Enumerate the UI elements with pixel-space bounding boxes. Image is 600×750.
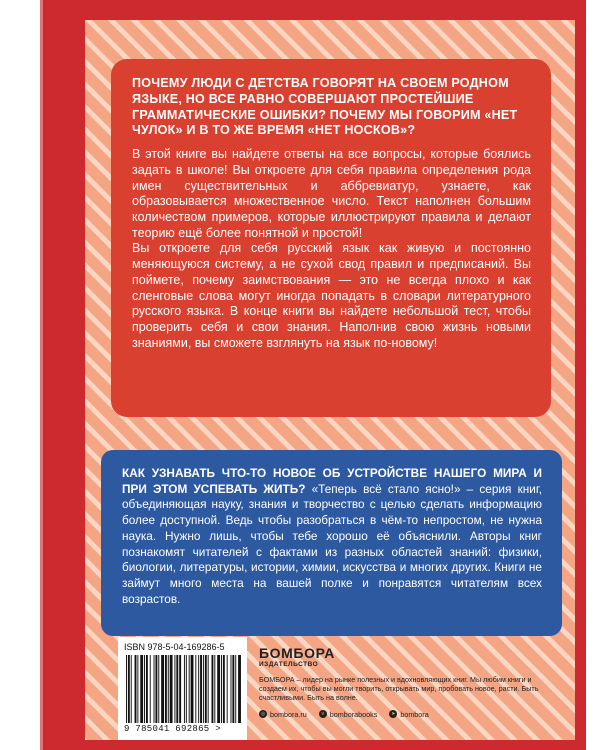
series-paragraph xyxy=(122,466,542,607)
striped-panel xyxy=(85,20,575,740)
description-box xyxy=(111,59,551,417)
publisher-block xyxy=(259,646,559,719)
description-heading: ПОЧЕМУ ЛЮДИ С ДЕТСТВА ГОВОРЯТ НА СВОЕМ РОДНОМ ЯЗЫКЕ, НО ВСЕ РАВНО СОВЕРШАЮТ ПРОСТЕЙШИЕ ГРАММАТИЧЕСКИЕ ОШИБКИ? ПОЧЕМУ МЫ ГОВОРИМ «НЕТ ЧУЛОК» И В ТО ЖЕ ВРЕМЯ «НЕТ НОСКОВ»? xyxy=(132,76,518,138)
social-label: bombora xyxy=(400,709,429,719)
instagram-icon: ◎ xyxy=(260,711,266,718)
series-text: «Теперь всё стало ясно!» – серия книг, объединяющая науку, знания и творчество с целью сделать информацию более доступной. Ведь чтобы разобраться в чём-то непростом, не нужна наука. Нужно лишь, чтобы тебе хорошо её объяснили. Авторы книг познакомят читателей с фактами из разных областей знаний: физики, биологии, литературы, истории, химии, искусства и многих других. Книги не займут много места на вашей полке и понравятся читателям всех возрастов. xyxy=(122,481,542,606)
barcode-digits: 9 785041 692865 > xyxy=(124,724,221,734)
social-link-telegram[interactable] xyxy=(389,710,428,719)
barcode-icon xyxy=(124,655,241,723)
telegram-icon: ➤ xyxy=(391,711,396,718)
social-link-instagram[interactable] xyxy=(259,710,307,719)
spine-divider xyxy=(40,0,43,750)
series-box xyxy=(101,450,562,636)
publisher-logo: БОМБОРА xyxy=(259,645,335,661)
spine xyxy=(40,0,77,750)
publisher-description: БОМБОРА – лидер на рынке полезных и вдохновляющих книг. Мы любим книги и создаем их, чтобы вы могли творить, открывать мир, пробовать новое, расти. Быть счастливыми. Быть на волне. xyxy=(259,675,539,703)
cover-frame xyxy=(77,0,586,750)
barcode-block xyxy=(118,637,247,740)
social-label: bombora.ru xyxy=(270,709,307,719)
social-links xyxy=(259,710,559,719)
description-paragraph-1: В этой книге вы найдете ответы на все вопросы, которые боялись задать в школе! Вы откроете для себя правила определения рода имен существительных и аббревиатур, узнаете, как образовывается множественное число. Текст наполнен большим количеством примеров, которые иллюстрируют правила и делают теорию ещё более понятной и простой! xyxy=(132,147,531,240)
publisher-subtitle: ИЗДАТЕЛЬСТВО xyxy=(259,661,319,668)
social-link-vk[interactable] xyxy=(319,710,378,719)
isbn-label: ISBN 978-5-04-169286-5 xyxy=(124,642,225,652)
vk-icon: v xyxy=(319,710,327,718)
social-label: bomborabooks xyxy=(329,709,378,719)
description-paragraph-2: Вы откроете для себя русский язык как живую и постоянно меняющуюся систему, а не сухой свод правил и предписаний. Вы поймете, почему заимствования — это не всегда плохо и как сленговые слова могут иногда попадать в словари литературного русского языка. В конце книги вы найдете небольшой тест, чтобы проверить себя и свои знания. Наполнив свою жизнь новыми знаниями, вы сможете взглянуть на язык по-новому! xyxy=(132,241,531,350)
series-lead: КАК УЗНАВАТЬ ЧТО-ТО НОВОЕ ОБ УСТРОЙСТВЕ НАШЕГО МИРА И ПРИ ЭТОМ УСПЕВАТЬ ЖИТЬ? xyxy=(122,466,542,496)
